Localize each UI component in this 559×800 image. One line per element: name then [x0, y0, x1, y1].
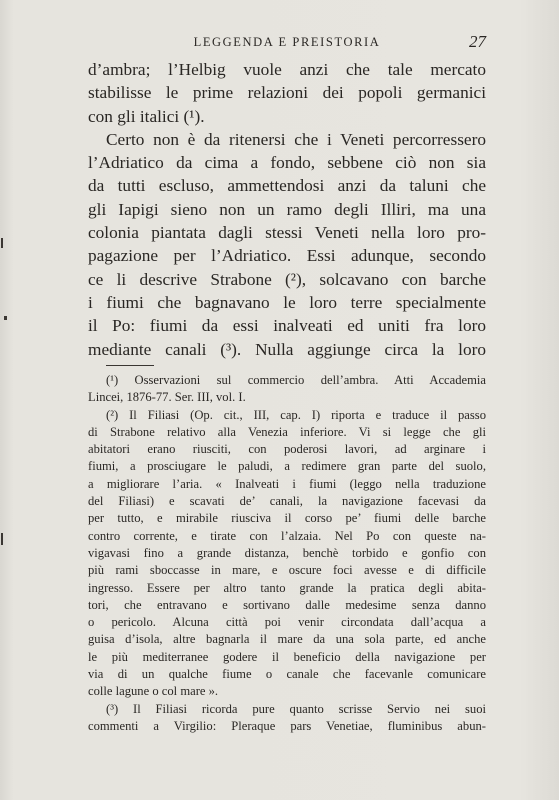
text-line: pagazione per l’Adriatico. Essi adunque, secondo	[88, 246, 486, 266]
footnote-line: di Strabone relativo alla Venezia inferiore. Vi si legge che gli	[88, 424, 486, 439]
footnote-line: (²) Il Filiasi (Op. cit., III, cap. I) riporta e traduce il passo	[106, 407, 486, 422]
text-line: con gli italici (¹).	[88, 106, 205, 126]
footnote-line: abitatori erano riusciti, con poderosi lavori, ad arginare i	[88, 442, 486, 457]
text-line: stabilisse le prime relazioni dei popoli germanici	[88, 83, 486, 103]
footnote-line: via di un qualche fiume o canale che facevanle comunicare	[88, 667, 486, 682]
footnote-line: a migliorare l’aria. « Inalveati i fiumi (leggo nella traduzione	[88, 476, 486, 491]
footnote-line: (¹) Osservazioni sul commercio dell’ambra. Atti Accademia	[106, 373, 486, 387]
footnote-line: o pericolo. Alcuna città poi venir circondata dall’acqua a	[88, 615, 486, 630]
text-line: Certo non è da ritenersi che i Veneti percorressero	[106, 129, 486, 149]
margin-mark	[1, 238, 3, 248]
margin-mark	[1, 533, 3, 545]
footnote-line: fiumi, a prosciugare le paludi, a redimere gran parte del suolo,	[88, 459, 486, 474]
footnote-line: colle lagune o col mare ».	[88, 684, 219, 699]
footnote-line: le più mediterranee godere il beneficio della navigazione per	[88, 649, 486, 664]
text-line: d’ambra; l’Helbig vuole anzi che tale mercato	[88, 60, 486, 79]
footnote-line: tori, che entravano e sortivano dalle medesime senza danno	[88, 597, 486, 612]
running-title: LEGGENDA E PREISTORIA	[193, 35, 381, 49]
text-line: l’Adriatico da cima a fondo, sebbene ciò non sia	[88, 153, 486, 173]
footnote-line: guisa d’isola, altre bagnarla il mare da una sola parte, ed anche	[88, 632, 486, 647]
text-line: ce li descrive Strabone (²), solcavano con barche	[88, 269, 486, 289]
footnote-line: più rami sboccasse in mare, e oscure foci avesse e di difficile	[88, 563, 486, 578]
main-text	[88, 58, 486, 361]
text-line: colonia piantata dagli stessi Veneti nella loro pro-	[88, 223, 486, 243]
text-line: i fiumi che bagnavano le loro terre specialmente	[88, 292, 486, 312]
footnote-line: contro corrente, e tirate con l’alzaia. Nel Po con queste na-	[88, 528, 486, 543]
footnote-line: per tutto, e mirabile riusciva il corso pe’ fiumi delle barche	[88, 511, 486, 526]
footnote-line: (³) Il Filiasi ricorda pure quanto scrisse Servio nei suoi	[106, 701, 486, 716]
text-line: gli Iapigi sieno non un ramo degli Illiri, ma una	[88, 199, 486, 219]
footnote-line: Lincei, 1876-77. Ser. III, vol. I.	[88, 390, 246, 405]
footnote-separator	[106, 365, 154, 366]
page-header	[88, 33, 486, 53]
footnote-line: commenti a Virgilio: Pleraque pars Venetiae, fluminibus abun-	[88, 718, 486, 733]
page-number: 27	[469, 32, 486, 51]
footnote-line: ingresso. Essere per altro tanto grande la pratica degli abita-	[88, 580, 486, 595]
margin-mark	[4, 316, 7, 320]
text-line: mediante canali (³). Nulla aggiunge circa la loro	[88, 339, 486, 359]
footnote-line: vigavasi fino a grande distanza, benchè torbido e gonfio con	[88, 545, 486, 560]
footnote-line: del Filiasi) e scavati de’ canali, la navigazione facevasi da	[88, 494, 486, 509]
footnotes	[88, 372, 486, 735]
text-line: il Po: fiumi da essi inalveati ed uniti fra loro	[88, 316, 486, 336]
text-line: da tutti escluso, ammettendosi anzi da taluni che	[88, 176, 486, 196]
